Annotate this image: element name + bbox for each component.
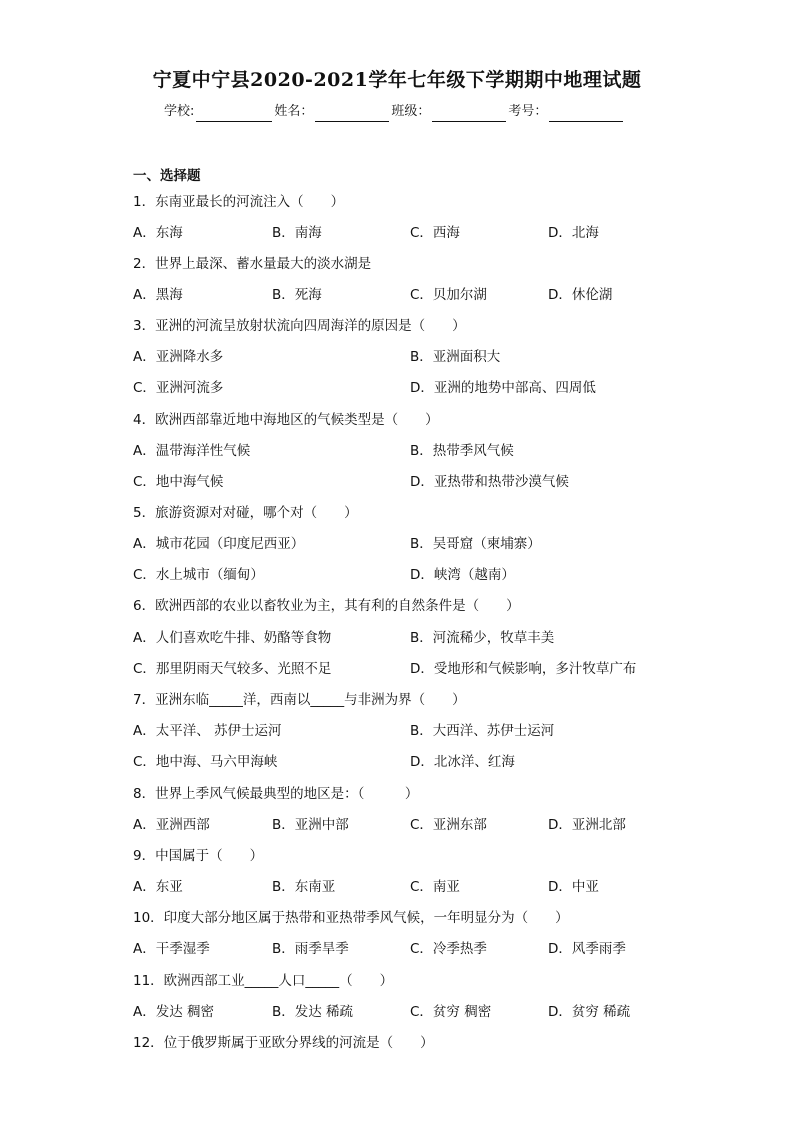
option-c[interactable]: C．贫穷 稠密 — [410, 1004, 492, 1020]
option-b[interactable]: B．河流稀少，牧草丰美 — [410, 630, 555, 646]
student-info-row — [164, 102, 625, 122]
question-stem: 1．东南亚最长的河流注入（ ） — [133, 194, 345, 210]
question-stem: 4．欧洲西部靠近地中海地区的气候类型是（ ） — [133, 412, 439, 428]
school-blank[interactable] — [196, 107, 272, 122]
question-stem: 11．欧洲西部工业_____人口_____（ ） — [133, 973, 394, 989]
question-stem: 5．旅游资源对对碰，哪个对（ ） — [133, 505, 358, 521]
option-d[interactable]: D．亚洲的地势中部高、四周低 — [410, 380, 596, 396]
option-d[interactable]: D．峡湾（越南） — [410, 567, 515, 583]
school-label: 学校: — [164, 104, 195, 119]
option-c[interactable]: C．南亚 — [410, 879, 460, 895]
option-c[interactable]: C．西海 — [410, 225, 460, 241]
option-d[interactable]: D．风季雨季 — [548, 941, 626, 957]
option-a[interactable]: A．太平洋、 苏伊士运河 — [133, 723, 282, 739]
option-a[interactable]: A．温带海洋性气候 — [133, 443, 251, 459]
question-stem: 7．亚洲东临_____洋，西南以_____与非洲为界（ ） — [133, 692, 466, 708]
question-stem: 12．位于俄罗斯属于亚欧分界线的河流是（ ） — [133, 1035, 434, 1051]
option-c[interactable]: C．水上城市（缅甸） — [133, 567, 264, 583]
option-b[interactable]: B．死海 — [272, 287, 322, 303]
option-a[interactable]: A．黑海 — [133, 287, 183, 303]
question-stem: 3．亚洲的河流呈放射状流向四周海洋的原因是（ ） — [133, 318, 466, 334]
option-a[interactable]: A．亚洲降水多 — [133, 349, 224, 365]
option-b[interactable]: B．亚洲面积大 — [410, 349, 501, 365]
exam-no-blank[interactable] — [549, 107, 623, 122]
exam-no-label: 考号： — [508, 104, 548, 119]
question-stem: 8．世界上季风气候最典型的地区是：（ ） — [133, 786, 419, 802]
option-b[interactable]: B．南海 — [272, 225, 322, 241]
option-a[interactable]: A．人们喜欢吃牛排、奶酪等食物 — [133, 630, 332, 646]
name-label: 姓名： — [274, 104, 314, 119]
option-d[interactable]: D．北海 — [548, 225, 599, 241]
class-label: 班级： — [391, 104, 431, 119]
option-a[interactable]: A．亚洲西部 — [133, 817, 210, 833]
option-c[interactable]: C．地中海气候 — [133, 474, 224, 490]
class-blank[interactable] — [432, 107, 506, 122]
option-b[interactable]: B．雨季旱季 — [272, 941, 349, 957]
question-stem: 6．欧洲西部的农业以畜牧业为主，其有利的自然条件是（ ） — [133, 598, 520, 614]
option-a[interactable]: A．干季湿季 — [133, 941, 210, 957]
question-stem: 9．中国属于（ ） — [133, 848, 264, 864]
option-d[interactable]: D．中亚 — [548, 879, 599, 895]
option-c[interactable]: C．贝加尔湖 — [410, 287, 487, 303]
option-c[interactable]: C．那里阴雨天气较多、光照不足 — [133, 661, 332, 677]
option-b[interactable]: B．吴哥窟（柬埔寨） — [410, 536, 541, 552]
option-a[interactable]: A．发达 稠密 — [133, 1004, 215, 1020]
option-a[interactable]: A．城市花园（印度尼西亚） — [133, 536, 305, 552]
option-b[interactable]: B．东南亚 — [272, 879, 336, 895]
option-d[interactable]: D．亚热带和热带沙漠气候 — [410, 474, 569, 490]
option-d[interactable]: D．亚洲北部 — [548, 817, 626, 833]
option-b[interactable]: B．亚洲中部 — [272, 817, 349, 833]
option-d[interactable]: D．受地形和气候影响，多汁牧草广布 — [410, 661, 637, 677]
section-title: 一、选择题 — [133, 168, 201, 184]
option-b[interactable]: B．发达 稀疏 — [272, 1004, 354, 1020]
option-d[interactable]: D．北冰洋、红海 — [410, 754, 515, 770]
option-a[interactable]: A．东海 — [133, 225, 183, 241]
option-d[interactable]: D．贫穷 稀疏 — [548, 1004, 631, 1020]
option-c[interactable]: C．亚洲河流多 — [133, 380, 224, 396]
option-a[interactable]: A．东亚 — [133, 879, 183, 895]
page-title: 宁夏中宁县2020-2021学年七年级下学期期中地理试题 — [152, 69, 642, 91]
option-b[interactable]: B．热带季风气候 — [410, 443, 514, 459]
option-c[interactable]: C．亚洲东部 — [410, 817, 487, 833]
option-c[interactable]: C．冷季热季 — [410, 941, 487, 957]
option-c[interactable]: C．地中海、马六甲海峡 — [133, 754, 278, 770]
question-stem: 10．印度大部分地区属于热带和亚热带季风气候，一年明显分为（ ） — [133, 910, 569, 926]
option-d[interactable]: D．休伦湖 — [548, 287, 613, 303]
question-stem: 2．世界上最深、蓄水量最大的淡水湖是 — [133, 256, 372, 272]
name-blank[interactable] — [315, 107, 389, 122]
option-b[interactable]: B．大西洋、苏伊士运河 — [410, 723, 555, 739]
